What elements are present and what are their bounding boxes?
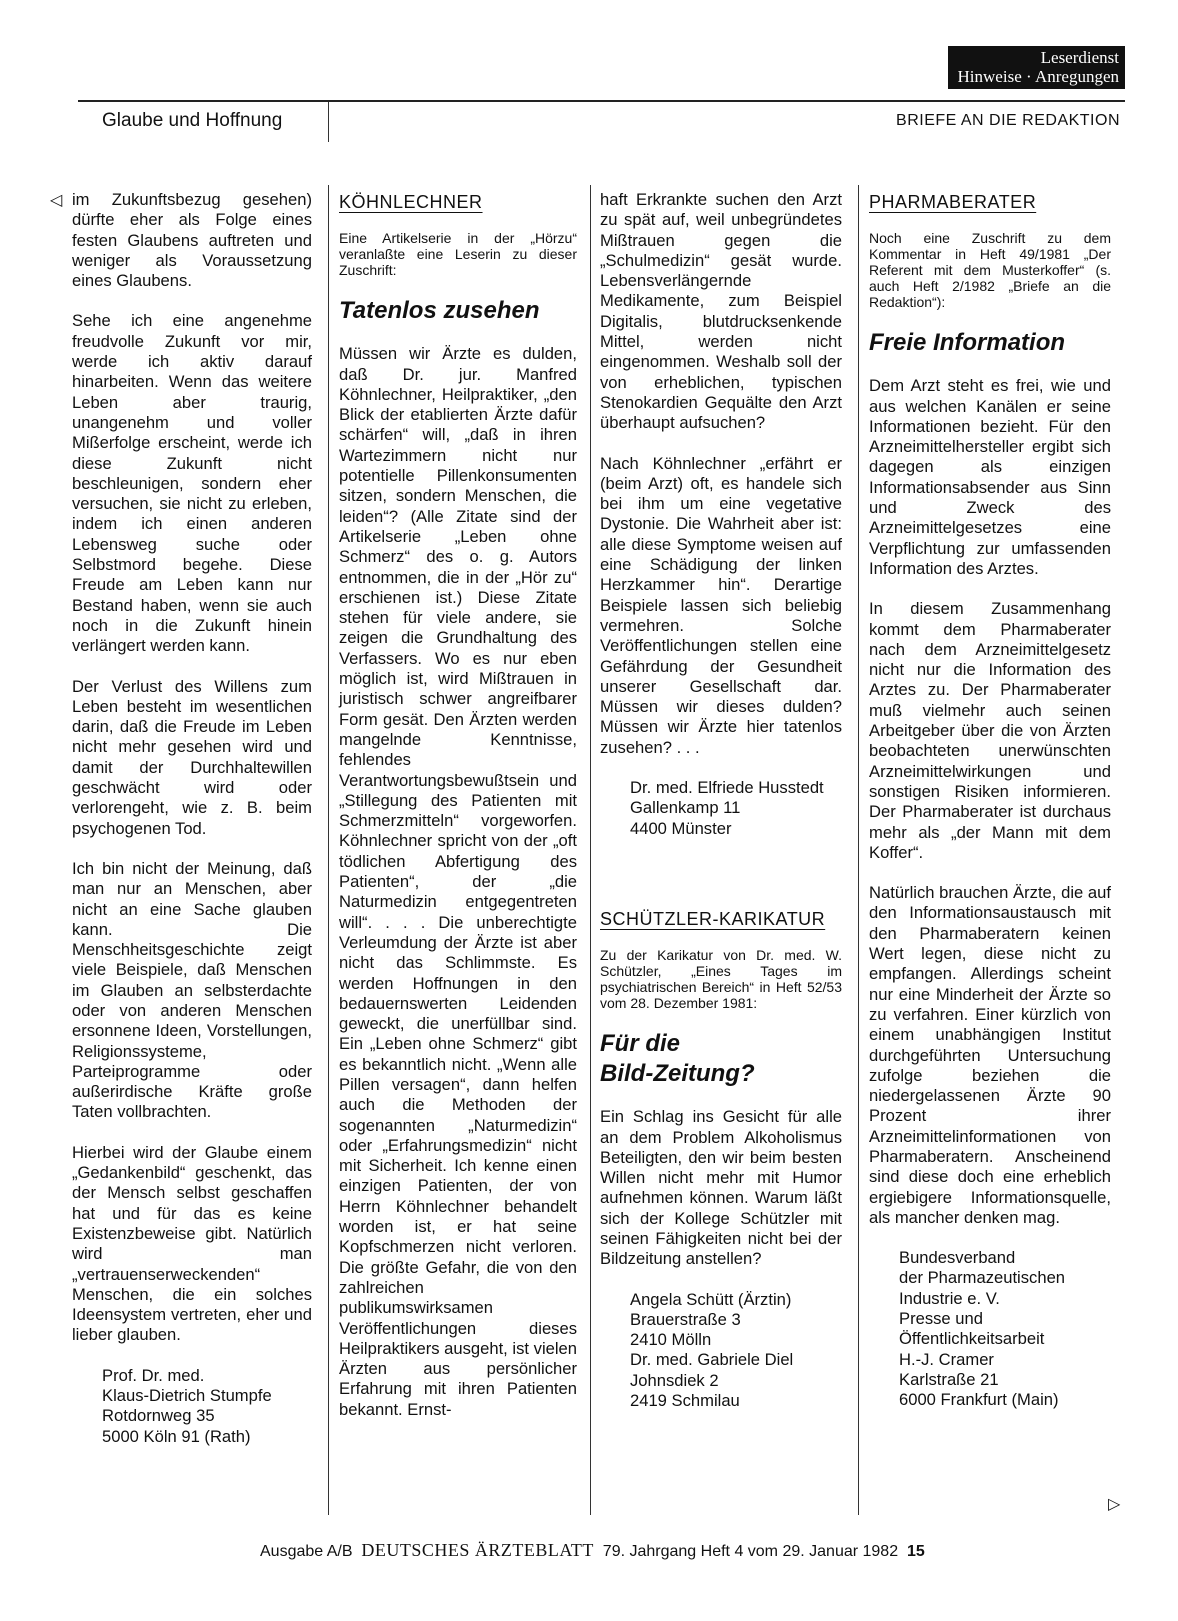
paragraph: Natürlich brauchen Ärzte, die auf den Informationsaustausch mit den Pharmaberatern keinen Wert legen, diese nicht zu empfangen. Allerdings scheint nur eine Minderheit der Ärzte so zu verfahren. Einer kürzlich von einem unabhängigen Institut durchgeführten Untersuchung zufolge beziehen die niedergelassenen Ärzte 90 Prozent ihrer Arzneimittelinformationen von Pharmaberatern. Anscheinend sind diese doch eine erheblich ergiebigere Informationsquelle, als mancher denken mag. [869,883,1111,1227]
topic-tag: PHARMABERATER [869,192,1037,212]
section-title-left: Glaube und Hoffnung [102,110,283,131]
paragraph: In diesem Zusammenhang kommt dem Pharmaberater nach dem Arzneimittelgesetz nicht nur die Information des Arztes zu. Der Pharmaberater muß vielmehr auch seinen Arbeitgeber über die von Ärzten beobachteten unerwünschten Arzneimittelwirkungen und sonstigen Risiken informieren. Der Pharmaberater ist durchaus mehr als „der Mann mit dem Koffer“. [869,599,1111,862]
paragraph: Nach Köhnlechner „erfährt er (beim Arzt) oft, es handele sich bei ihm um eine vegetative Dystonie. Die Wahrheit aber ist: alle diese Symptome weisen auf eine Schädigung der linken Herzkammer hin“. Derartige Beispiele lassen sich beliebig vermehren. Solche Veröffentlichungen stellen eine Gefährdung der Gesundheit unserer Gesellschaft dar. Müssen wir dieses dulden? Müssen wir Ärzte hier tatenlos zusehen? . . . [600,453,842,757]
paragraph: Müssen wir Ärzte es dulden, daß Dr. jur. Manfred Köhnlechner, Heilpraktiker, „den Blick der etablierten Ärzte dafür schärfen“ will, „daß in ihren Wartezimmern nicht nur potentielle Pillenkonsumenten sitzen, sondern Menschen, die leiden“? (Alle Zitate sind der Artikelserie „Leben ohne Schmerz“ des o. g. Autors entnommen, die in der „Hör zu“ erschienen ist.) Diese Zitate stehen für viele andere, sie zeigen die Grundhaltung des Verfassers. Wo es nur eben möglich ist, wird Mißtrauen in juristisch schwer angreifbarer Form gesät. Den Ärzten werden mangelnde Kenntnisse, fehlendes Verantwortungsbewußtsein und „Stillegung des Patienten mit Schmerzmitteln“ vorgeworfen. Köhnlechner spricht von der „oft tödlichen Abfertigung des Patienten“, der „die Naturmedizin entgegentreten will“. . . . Die unberechtigte Verleumdung der Ärzte ist aber nicht das Schlimmste. Es werden Hoffnungen in den bedauernswerten Leidenden geweckt, die unerfüllbar sind. Ein „Leben ohne Schmerz“ gibt es bekanntlich nicht. „Wenn alle Pillen versagen“, dann helfen auch die Methoden der sogenannten „Naturmedizin“ oder „Erfahrungsmedizin“ nicht mit Sicherheit. Ich kenne einen einzigen Patienten, der von Herrn Köhnlechner behandelt worden ist, er hat seine Kopfschmerzen nicht verloren. Die größte Gefahr, die von den zahlreichen publikumswirksamen Veröffentlichungen dieses Heilpraktikers ausgeht, ist vielen Ärzten aus persönlicher Erfahrung mit ihren Patienten bekannt. Ernst- [339,344,577,1419]
paragraph: Der Verlust des Willens zum Leben besteht im wesentlichen darin, daß die Freude im Leben nicht mehr gesehen wird und damit der Durchhaltewillen geschwächt wird oder verlorengeht, wie z. B. beim psychogenen Tod. [72,676,312,838]
column-rule-header [328,102,329,142]
signature: Angela Schütt (Ärztin) Brauerstraße 3 2410 Mölln Dr. med. Gabriele Diel Johnsdiek 2 2419 Schmilau [630,1289,794,1411]
column-rule-1 [328,185,329,1515]
letter-headline: Tatenlos zusehen [339,297,540,325]
intro-text: Noch eine Zuschrift zu dem Kommentar in Heft 49/1981 „Der Referent mit dem Musterkoffer“ (s. auch Heft 2/1982 „Briefe an die Redaktion“): [869,230,1111,311]
page-number: 15 [907,1543,925,1560]
paragraph: Sehe ich eine angenehme freudvolle Zukunft vor mir, werde ich aktiv darauf hinarbeiten. Wenn das weitere Leben aber traurig, unangenehm und voller Mißerfolge erscheint, werde ich diese Zukunft nicht beschleunigen, sondern eher versuchen, sie nicht zu erleben, indem ich einen anderen Lebensweg suche oder Selbstmord begehe. Diese Freude am Leben kann nur Bestand haben, wenn sie auch noch in die Zukunft hinein verlängert werden kann. [72,311,312,656]
paragraph: haft Erkrankte suchen den Arzt zu spät auf, weil unbegründetes Mißtrauen gegen die „Schulmedizin“ gesät wurde. Lebensverlängernde Medikamente, zum Beispiel Digitalis, blutdrucksenkende Mittel, werden nicht eingenommen. Weshalb soll der von erheblichen, typischen Stenokardien Gequälte den Arzt überhaupt aufsuchen? [600,190,842,433]
badge-line-1: Leserdienst [1040,48,1119,67]
badge-line-2: Hinweise · Anregungen [957,67,1119,86]
paragraph: im Zukunftsbezug gesehen) dürfte eher als Folge eines festen Glaubens auftreten und weniger als Voraussetzung eines Glaubens. [72,190,312,291]
signature: Dr. med. Elfriede Husstedt Gallenkamp 11 4400 Münster [630,778,824,838]
paragraph: Dem Arzt steht es frei, wie und aus welchen Kanälen er seine Informationen bezieht. Für den Arzneimittelhersteller ergibt sich dagegen als einzigen Informationsabsender aus Sinn und Zweck des Arzneimittelgesetzes eine Verpflichtung zur umfassenden Information des Arztes. [869,376,1111,578]
issue-info: 79. Jahrgang Heft 4 vom 29. Januar 1982 [602,1543,899,1560]
paragraph: Ich bin nicht der Meinung, daß man nur an Menschen, aber nicht an eine Sache glauben kann. Die Menschheitsgeschichte zeigt viele Beispiele, daß Menschen im Glauben an selbsterdachte oder von anderen Menschen ersonnene Ideen, Vorstellungen, Religionssysteme, Parteiprogramme oder außerirdische Kräfte große Taten vollbrachten. [72,858,312,1122]
leserdienst-badge [948,46,1125,89]
column-3 [600,190,842,1431]
intro-text: Zu der Karikatur von Dr. med. W. Schützler, „Eines Tages im psychiatrischen Bereich“ in Heft 52/53 vom 28. Dezember 1981: [600,947,842,1012]
signature: Bundesverband der Pharmazeutischen Industrie e. V. Presse und Öffentlichkeitsarbeit H.-J. Cramer Karlstraße 21 6000 Frankfurt (Main) [899,1248,1066,1410]
continued-from-arrow-icon: ◁ [50,192,63,209]
page-footer [260,1540,925,1561]
topic-tag: KÖHNLECHNER [339,192,483,212]
letter-headline: Für die Bild-Zeitung? [600,1030,755,1088]
column-2 [339,190,577,1440]
continued-arrow-icon: ▷ [1108,1496,1121,1513]
edition-label: Ausgabe A/B [260,1543,353,1560]
column-rule-2 [590,185,591,1515]
column-1 [72,190,312,1467]
section-title-right: BRIEFE AN DIE REDAKTION [896,112,1120,129]
letter-headline: Freie Information [869,329,1066,357]
topic-tag: SCHÜTZLER-KARIKATUR [600,908,826,929]
column-4 [869,190,1111,1431]
paragraph: Ein Schlag ins Gesicht für alle an dem Problem Alkoholismus Beteiligten, den wir beim besten Willen nicht mehr mit Humor aufnehmen können. Warum läßt sich der Kollege Schützler mit seinen Fähigkeiten nicht bei der Bildzeitung anstellen? [600,1107,842,1269]
signature: Prof. Dr. med. Klaus-Dietrich Stumpfe Rotdornweg 35 5000 Köln 91 (Rath) [102,1365,272,1446]
intro-text: Eine Artikelserie in der „Hörzu“ veranlaßte eine Leserin zu dieser Zuschrift: [339,230,577,279]
paragraph: Hierbei wird der Glaube einem „Gedankenbild“ geschenkt, das der Mensch selbst geschaffen hat und für das es keine Existenzbeweise gibt. Natürlich wird man „vertrauenserweckenden“ Menschen, die ein solches Ideensystem vertreten, eher und lieber glauben. [72,1142,312,1345]
top-rule [78,100,1125,102]
masthead: DEUTSCHES ÄRZTEBLATT [361,1540,594,1560]
column-rule-3 [858,185,859,1515]
